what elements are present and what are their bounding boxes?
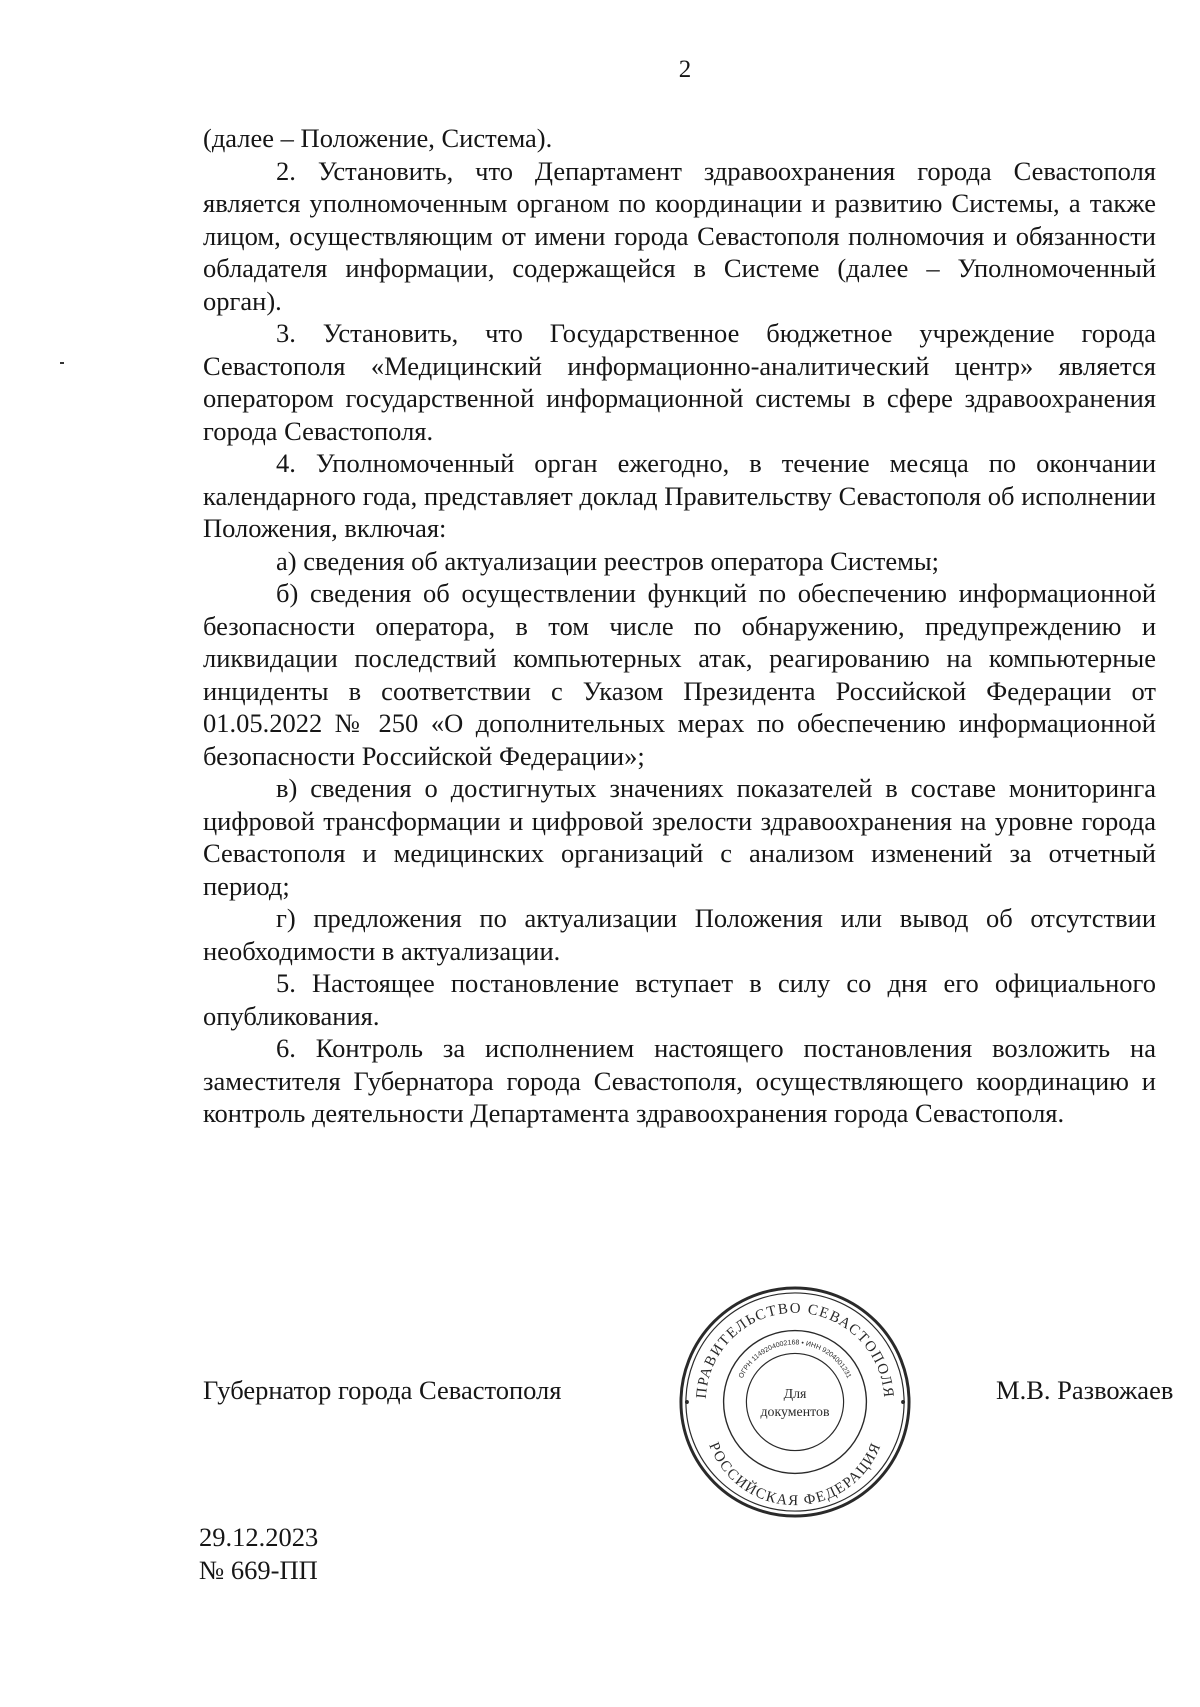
page-number: 2 [678,56,692,83]
subitem-v: в) сведения о достигнутых значениях показателей в составе мониторинга цифровой трансформации и цифровой зрелости здравоохранения на уровне города Севастополя и медицинских организаций с анализом изменений за отчетный период; [203,773,1156,901]
paragraph-item-4: 4. Уполномоченный орган ежегодно, в течение месяца по окончании календарного года, представляет доклад Правительству Севастополя об исполнении Положения, включая: [203,448,1156,543]
paragraph-item-6: 6. Контроль за исполнением настоящего постановления возложить на заместителя Губернатора города Севастополя, осуществляющего координацию и контроль деятельности Департамента здравоохранения города Севастополя. [203,1033,1156,1128]
subitem-b: б) сведения об осуществлении функций по обеспечению информационной безопасности оператора, в том числе по обнаружению, предупреждению и ликвидации последствий компьютерных атак, реагированию на компьютерные инциденты в соответствии с Указом Президента Российской Федерации от 01.05.2022 № 250 «О дополнительных мерах по обеспечению информационной безопасности Российской Федерации»; [203,578,1156,771]
seal-bottom-text: РОССИЙСКАЯ ФЕДЕРАЦИЯ [705,1440,885,1510]
scan-speck [60,362,64,364]
paragraph-continuation: (далее – Положение, Система). [203,123,553,153]
seal-outer-text: ПРАВИТЕЛЬСТВО СЕВАСТОПОЛЯ [693,1300,897,1400]
document-number: № 669-ПП [199,1555,318,1585]
paragraph-item-5: 5. Настоящее постановление вступает в силу со дня его официального опубликования. [203,968,1156,1031]
seal-inner-text: ОГРН 1149204002168 • ИНН 9204001231 [737,1339,853,1380]
seal-center-line-2: документов [760,1404,830,1420]
document-date: 29.12.2023 [199,1522,319,1552]
seal-center-line-1: Для [783,1387,807,1403]
official-seal-stamp [676,1283,914,1521]
signer-name: М.В. Развожаев [996,1375,1174,1405]
subitem-a: а) сведения об актуализации реестров оператора Системы; [276,545,940,576]
document-date-number [199,1521,318,1587]
paragraph-item-2: 2. Установить, что Департамент здравоохранения города Севастополя является уполномоченным органом по координации и развитию Системы, а также лицом, осуществляющим от имени города Севастополя полномочия и обязанности обладателя информации, содержащейся в Системе (далее – Уполномоченный орган). [203,155,1156,316]
svg-text:ПРАВИТЕЛЬСТВО СЕВАСТОПОЛЯ [693,1300,897,1403]
paragraph-item-3: 3. Установить, что Государственное бюджетное учреждение города Севастополя «Медицинский информационно-аналитический центр» является оператором государственной информационной системы в сфере здравоохранения города Севастополя. [203,318,1156,446]
subitem-g: г) предложения по актуализации Положения или вывод об отсутствии необходимости в актуализации. [203,903,1156,966]
signer-title: Губернатор города Севастополя [203,1375,562,1405]
document-body [203,122,1156,1130]
